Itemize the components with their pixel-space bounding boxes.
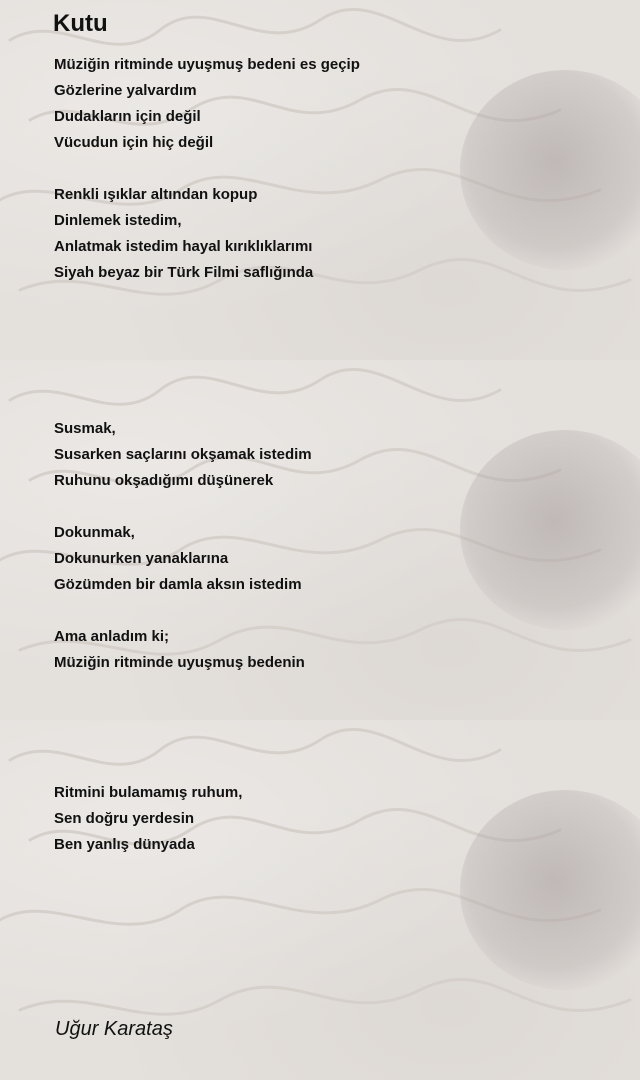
poem-body [54,52,360,858]
poem-line: Siyah beyaz bir Türk Filmi saflığında [54,264,314,281]
poem-line [54,676,360,702]
poem-line [54,754,360,780]
poem-line [54,312,360,338]
poem-line [54,338,360,364]
poem-line: Gözümden bir damla aksın istedim [54,576,302,593]
poem-line: Ruhunu okşadığımı düşünerek [54,472,274,489]
poem-author: Uğur Karataş [55,1018,173,1040]
poem-line: Renkli ışıklar altından kopup [54,186,258,203]
poem-line [54,598,360,624]
poem-line [54,364,360,390]
poem-line: Anlatmak istedim hayal kırıklıklarımı [54,238,313,255]
poem-line: Dudakların için değil [54,108,201,125]
poem-line [54,390,360,416]
poem-title: Kutu [53,10,108,37]
poem-line [54,286,360,312]
poem-line [54,494,360,520]
poem-line: Dokunmak, [54,524,135,541]
poem-line: Susmak, [54,420,116,437]
poem-line: Susarken saçlarını okşamak istedim [54,446,312,463]
poem-line: Müziğin ritminde uyuşmuş bedenin [54,654,305,671]
poem-line: Vücudun için hiç değil [54,134,214,151]
poem-line [54,156,360,182]
poem-line: Müziğin ritminde uyuşmuş bedeni es geçip [54,56,360,73]
poem-line: Ben yanlış dünyada [54,836,195,853]
poem-line: Ritmini bulamamış ruhum, [54,784,243,801]
poem-line [54,728,360,754]
poem-line [54,702,360,728]
poem-line: Sen doğru yerdesin [54,810,195,827]
poem-line: Dokunurken yanaklarına [54,550,229,567]
poem-line: Gözlerine yalvardım [54,82,197,99]
poem-line: Ama anladım ki; [54,628,170,645]
poem-line: Dinlemek istedim, [54,212,182,229]
